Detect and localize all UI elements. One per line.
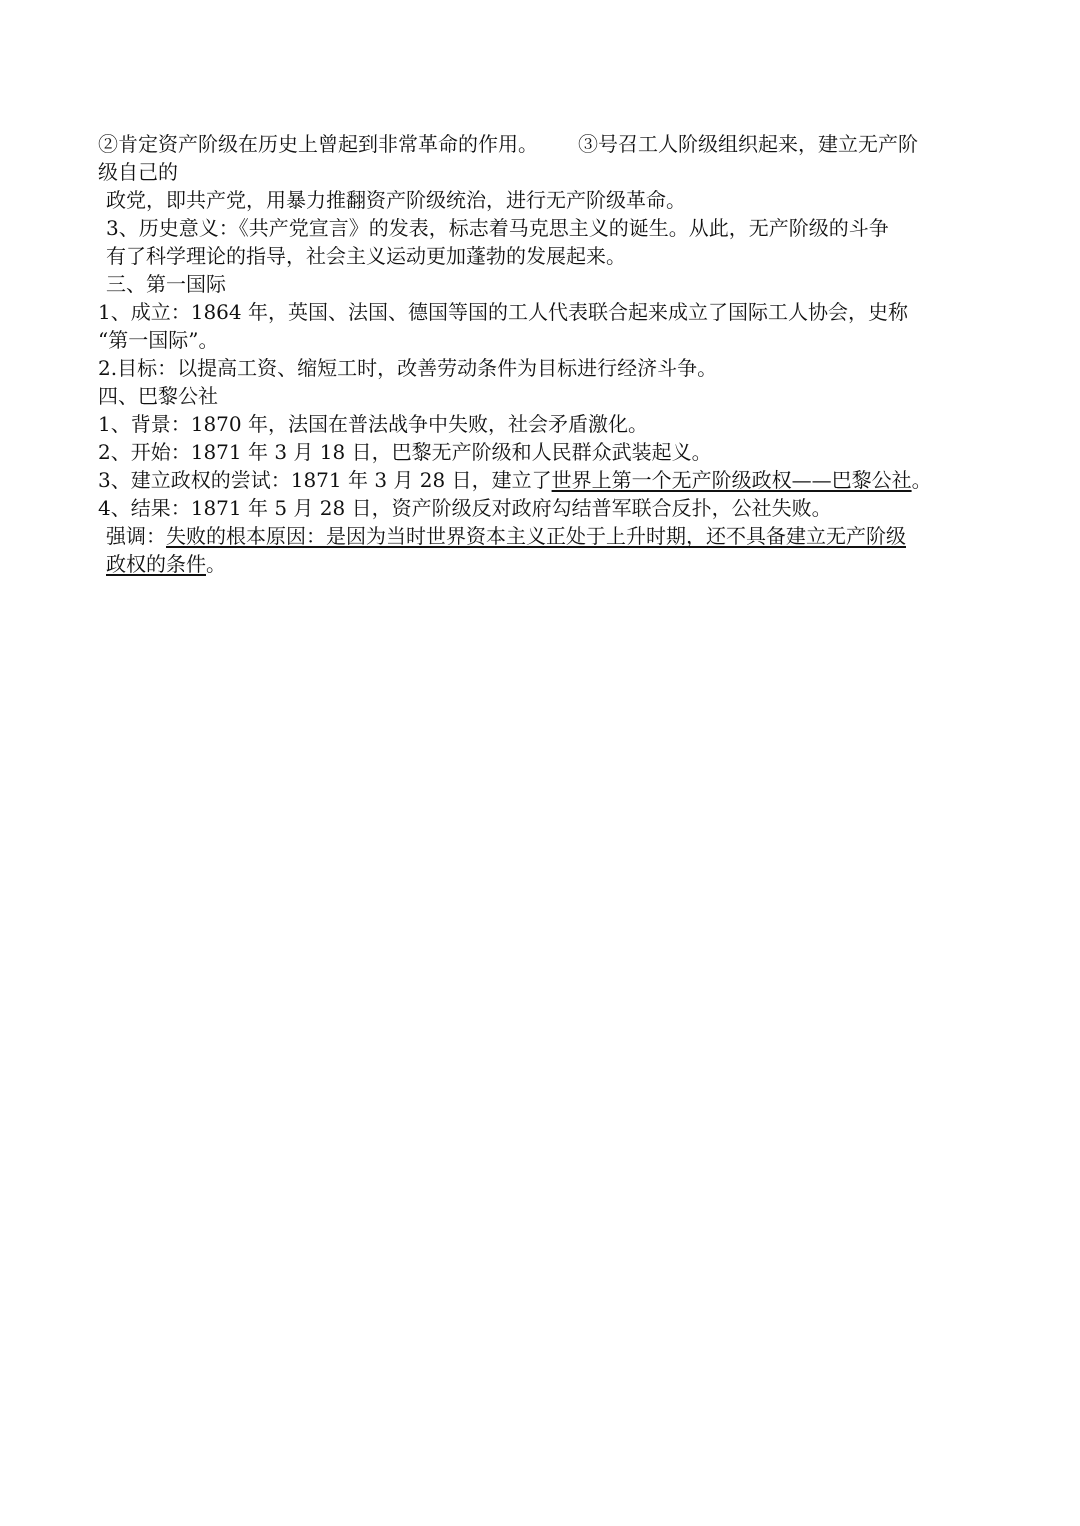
goal-line: 2.目标：以提高工资、缩短工时，改善劳动条件为目标进行经济斗争。 (98, 356, 718, 380)
start-line: 2、开始：1871 年 3 月 18 日，巴黎无产阶级和人民群众武装起义。 (98, 440, 712, 464)
regime-attempt-prefix: 3、建立政权的尝试：1871 年 3 月 28 日，建立了 (98, 468, 552, 492)
regime-attempt-line (98, 466, 988, 494)
underlined-root-cause: 失败的根本原因：是因为当时世界资本主义正处于上升时期，还不具备建立无产阶级 (166, 524, 906, 548)
document-body (98, 130, 988, 578)
emphasis-line (98, 522, 988, 550)
period-mark: 。 (911, 468, 932, 492)
historical-significance-line: 3、历史意义：《共产党宣言》的发表，标志着马克思主义的诞生。从此，无产阶级的斗争 (106, 216, 889, 240)
emphasis-line-cont (98, 550, 988, 578)
section-heading-first-international: 三、第一国际 (106, 272, 226, 296)
section-heading-paris-commune: 四、巴黎公社 (98, 384, 218, 408)
background-line: 1、背景：1870 年，法国在普法战争中失败，社会矛盾激化。 (98, 412, 648, 436)
underlined-root-cause-end: 政权的条件 (106, 552, 206, 576)
point-3-text: ③号召工人阶级组织起来，建立无产阶 (578, 132, 918, 156)
result-line: 4、结果：1871 年 5 月 28 日，资产阶级反对政府勾结普军联合反扑，公社失败。 (98, 496, 832, 520)
point-2-text: ②肯定资产阶级在历史上曾起到非常革命的作用。 (98, 132, 538, 156)
founding-line: 1、成立：1864 年，英国、法国、德国等国的工人代表联合起来成立了国际工人协会，史称 (98, 300, 908, 324)
text-line-1 (98, 130, 988, 158)
text-line-5: 有了科学理论的指导，社会主义运动更加蓬勃的发展起来。 (106, 244, 626, 268)
text-line-3: 政党，即共产党，用暴力推翻资产阶级统治，进行无产阶级革命。 (106, 188, 686, 212)
emphasis-label: 强调： (106, 524, 166, 548)
text-line-2: 级自己的 (98, 160, 178, 184)
underlined-first-proletarian-regime: 世界上第一个无产阶级政权——巴黎公社 (551, 468, 912, 492)
text-line-8: “第一国际”。 (98, 328, 219, 352)
period-mark-end: 。 (206, 552, 226, 576)
